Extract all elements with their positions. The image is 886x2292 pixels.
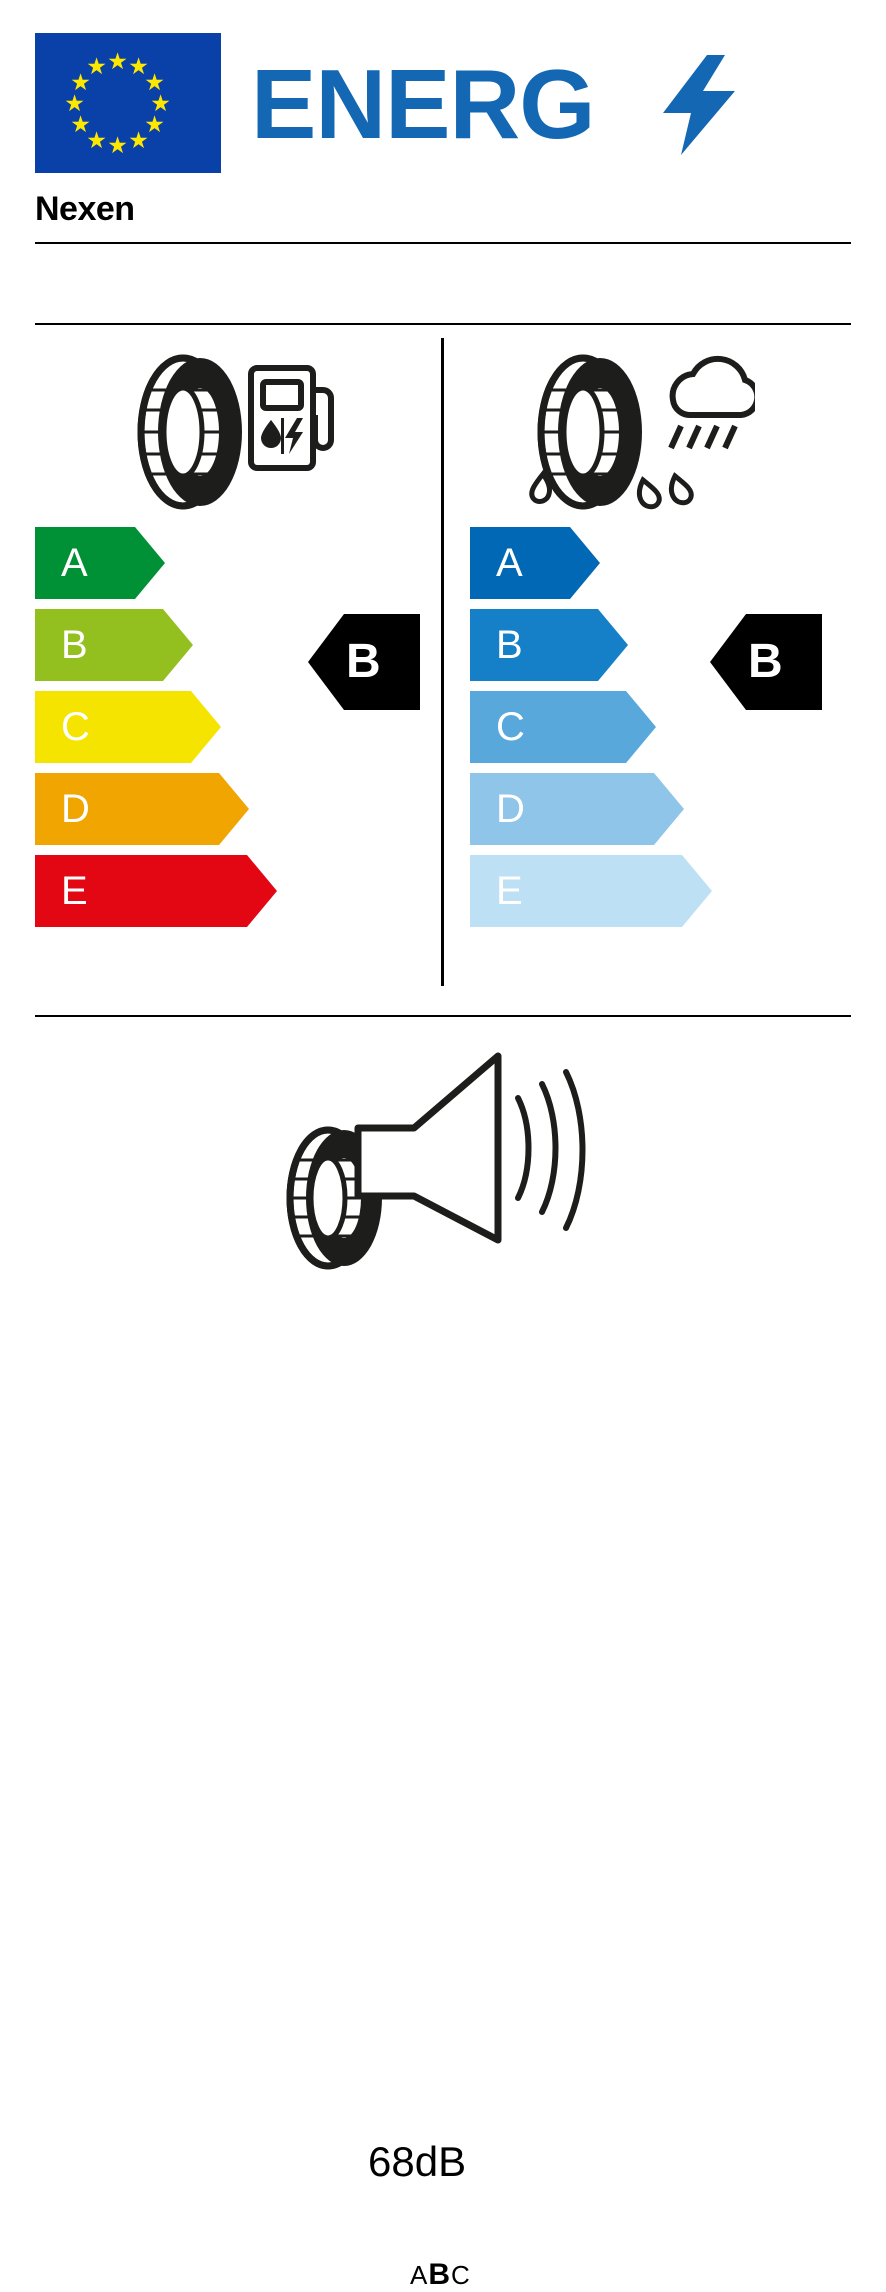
sound-waves-icon bbox=[518, 1072, 583, 1228]
wet-grip-rating-marker bbox=[710, 606, 822, 718]
eu-star: ★ bbox=[70, 111, 91, 137]
eu-star: ★ bbox=[86, 53, 107, 79]
grade-letter: A bbox=[496, 541, 523, 585]
grade-letter: D bbox=[61, 787, 90, 831]
lightning-bolt-icon bbox=[663, 55, 735, 160]
grade-letter: D bbox=[496, 787, 525, 831]
eu-star: ★ bbox=[86, 127, 107, 153]
eu-flag-icon bbox=[35, 33, 221, 173]
eu-star: ★ bbox=[144, 69, 165, 95]
tyre-icon bbox=[541, 358, 642, 506]
eu-star: ★ bbox=[150, 90, 171, 116]
noise-section bbox=[0, 1030, 886, 2291]
eu-star: ★ bbox=[70, 69, 91, 95]
grade-bar-a bbox=[35, 527, 165, 599]
eu-star: ★ bbox=[64, 90, 85, 116]
grade-letter: C bbox=[496, 705, 525, 749]
divider-under-brand bbox=[35, 242, 851, 244]
noise-class-c: C bbox=[451, 2260, 471, 2290]
energ-wordmark: ENERG bbox=[251, 49, 595, 159]
grade-row bbox=[470, 855, 730, 927]
grade-row bbox=[470, 691, 730, 763]
grade-row bbox=[35, 855, 295, 927]
grade-row bbox=[35, 773, 295, 845]
eu-star: ★ bbox=[144, 111, 165, 137]
noise-class-row bbox=[410, 2258, 471, 2292]
noise-pictogram bbox=[286, 1050, 586, 1285]
grade-row bbox=[35, 609, 295, 681]
grade-row bbox=[470, 773, 730, 845]
noise-class-a: A bbox=[410, 2260, 429, 2290]
grade-row bbox=[470, 527, 730, 599]
noise-class-b-selected: B bbox=[428, 2258, 452, 2291]
divider-top-section bbox=[35, 323, 851, 325]
grade-letter: E bbox=[61, 869, 88, 913]
vertical-divider bbox=[441, 338, 444, 986]
tyre-icon bbox=[141, 358, 242, 506]
grade-bar-a bbox=[470, 527, 600, 599]
rain-cloud-icon bbox=[671, 359, 755, 448]
wet-grip-pictogram bbox=[525, 350, 755, 530]
grade-bar-b bbox=[470, 609, 628, 681]
eu-star: ★ bbox=[107, 48, 128, 74]
fuel-drop-bolt-icon bbox=[261, 418, 303, 454]
fuel-efficiency-pictogram bbox=[125, 350, 335, 520]
rating-letter: B bbox=[748, 635, 783, 688]
grade-letter: E bbox=[496, 869, 523, 913]
fuel-pump-icon bbox=[251, 368, 331, 468]
fuel-efficiency-grades bbox=[35, 527, 295, 937]
grade-row bbox=[470, 609, 730, 681]
noise-value: 68dB bbox=[368, 2138, 467, 2185]
eu-star: ★ bbox=[107, 132, 128, 158]
brand-name: Nexen bbox=[35, 190, 135, 228]
eu-star: ★ bbox=[128, 53, 149, 79]
rating-letter: B bbox=[346, 635, 381, 688]
energy-label-header bbox=[35, 33, 851, 173]
wet-grip-grades bbox=[470, 527, 730, 937]
grade-row bbox=[35, 527, 295, 599]
eu-star: ★ bbox=[128, 127, 149, 153]
grade-row bbox=[35, 691, 295, 763]
fuel-efficiency-rating-marker bbox=[308, 606, 420, 718]
divider-bottom-section bbox=[35, 1015, 851, 1017]
grade-letter: A bbox=[61, 541, 88, 585]
grade-letter: C bbox=[61, 705, 90, 749]
grade-letter: B bbox=[496, 623, 523, 667]
grade-letter: B bbox=[61, 623, 88, 667]
grade-bar-b bbox=[35, 609, 193, 681]
